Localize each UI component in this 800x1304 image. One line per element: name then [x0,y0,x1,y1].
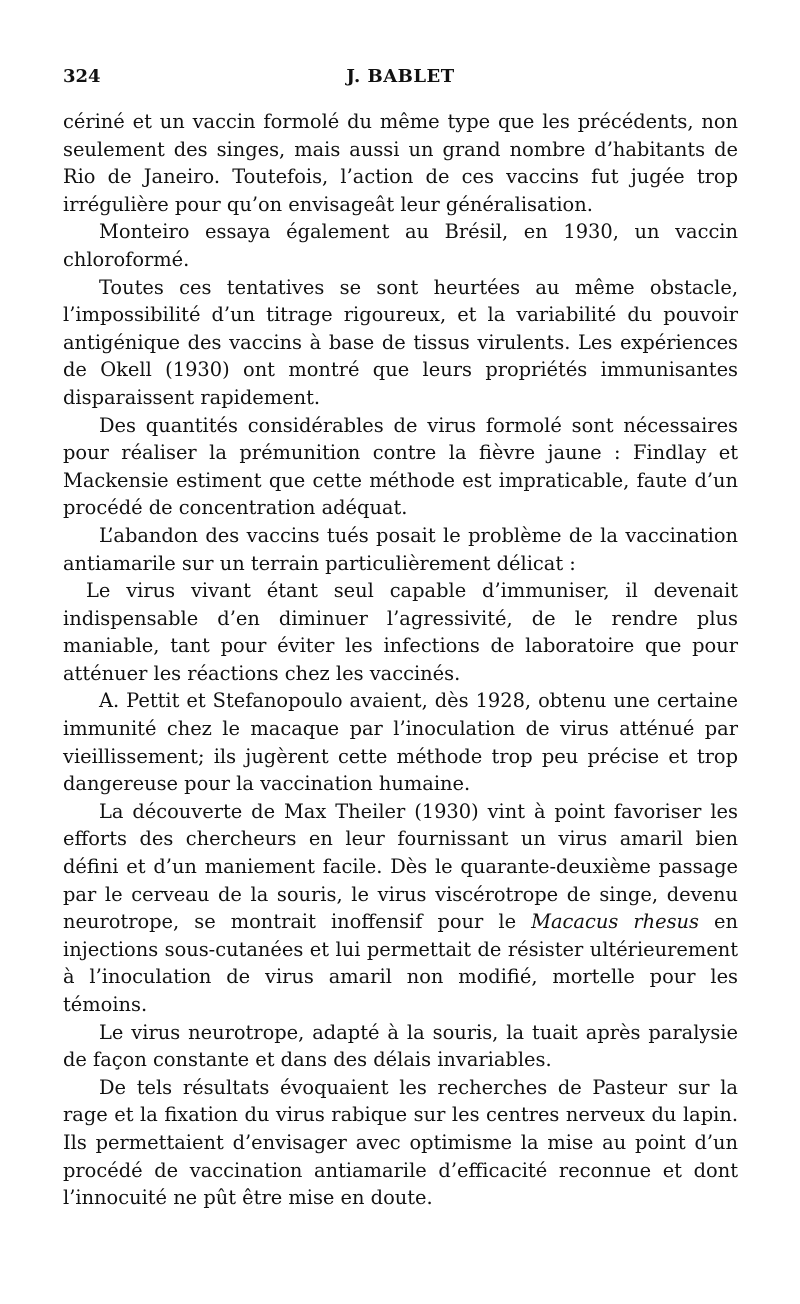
paragraph-9: Le virus neurotrope, adapté à la souris, la tuait après paralysie de façon constante et dans des délais invariables. [63,1020,738,1072]
paragraph-10: De tels résultats évoquaient les recherches de Pasteur sur la rage et la fixation du virus rabique sur les centres nerveux du lapin. Ils permettaient d’envisager avec optimisme la mise au point d’un procédé de vaccination antiamarile d’efficacité reconnue et dont l’innocuité ne pût être mise en doute. [63,1075,738,1210]
paragraph-1: cériné et un vaccin formolé du même type que les précédents, non seulement des singes, mais aussi un grand nombre d’habitants de Rio de Janeiro. Toutefois, l’action de ces vaccins fut jugée trop irrégulière pour qu’on envisageât leur généralisation. [63,110,738,216]
species-name-italic: Macacus rhesus [531,910,699,934]
running-head: J. BABLET [346,66,455,87]
paragraph-8 [63,798,738,1019]
paragraph-8-part-1: La découverte de Max Theiler (1930) vint à point favoriser les efforts des chercheurs en leur fournissant un virus amaril bien défini et d’un maniement facile. Dès le quarante-deuxième passage par le cerveau de la souris, le virus viscérotrope de singe, devenu neurotrope, se montrait inoffensif pour le [63,799,738,934]
paragraph-5: L’abandon des vaccins tués posait le problème de la vaccination antiamarile sur un terrain particulièrement délicat : [63,523,738,575]
paragraph-3: Toutes ces tentatives se sont heurtées au même obstacle, l’impossibilité d’un titrage rigoureux, et la variabilité du pouvoir antigénique des vaccins à base de tissus virulents. Les expériences de Okell (1930) ont montré que leurs propriétés immunisantes disparaissent rapidement. [63,275,738,409]
page-number: 324 [63,66,101,87]
page-header [63,66,738,90]
page-body [63,108,738,1212]
paragraph-4: Des quantités considérables de virus formolé sont nécessaires pour réaliser la prémunition contre la fièvre jaune : Findlay et Mackensie estiment que cette méthode est impraticable, faute d’un procédé de concentration adéquat. [63,413,738,520]
paragraph-8-part-2: en injections sous-cutanées et lui permettait de résister ultérieurement à l’inoculation de virus amaril non modifié, mortelle pour les témoins. [63,910,738,1016]
paragraph-7: A. Pettit et Stefanopoulo avaient, dès 1928, obtenu une certaine immunité chez le macaque par l’inoculation de virus atténué par vieillissement; ils jugèrent cette méthode trop peu précise et trop dangereuse pour la vaccination humaine. [63,689,738,796]
paragraph-2: Monteiro essaya également au Brésil, en 1930, un vaccin chloroformé. [63,220,738,271]
paragraph-6: Le virus vivant étant seul capable d’immuniser, il devenait indispensable d’en diminuer l’agressivité, de le rendre plus maniable, tant pour éviter les infections de laboratoire que pour atténuer les réactions chez les vaccinés. [63,579,738,685]
